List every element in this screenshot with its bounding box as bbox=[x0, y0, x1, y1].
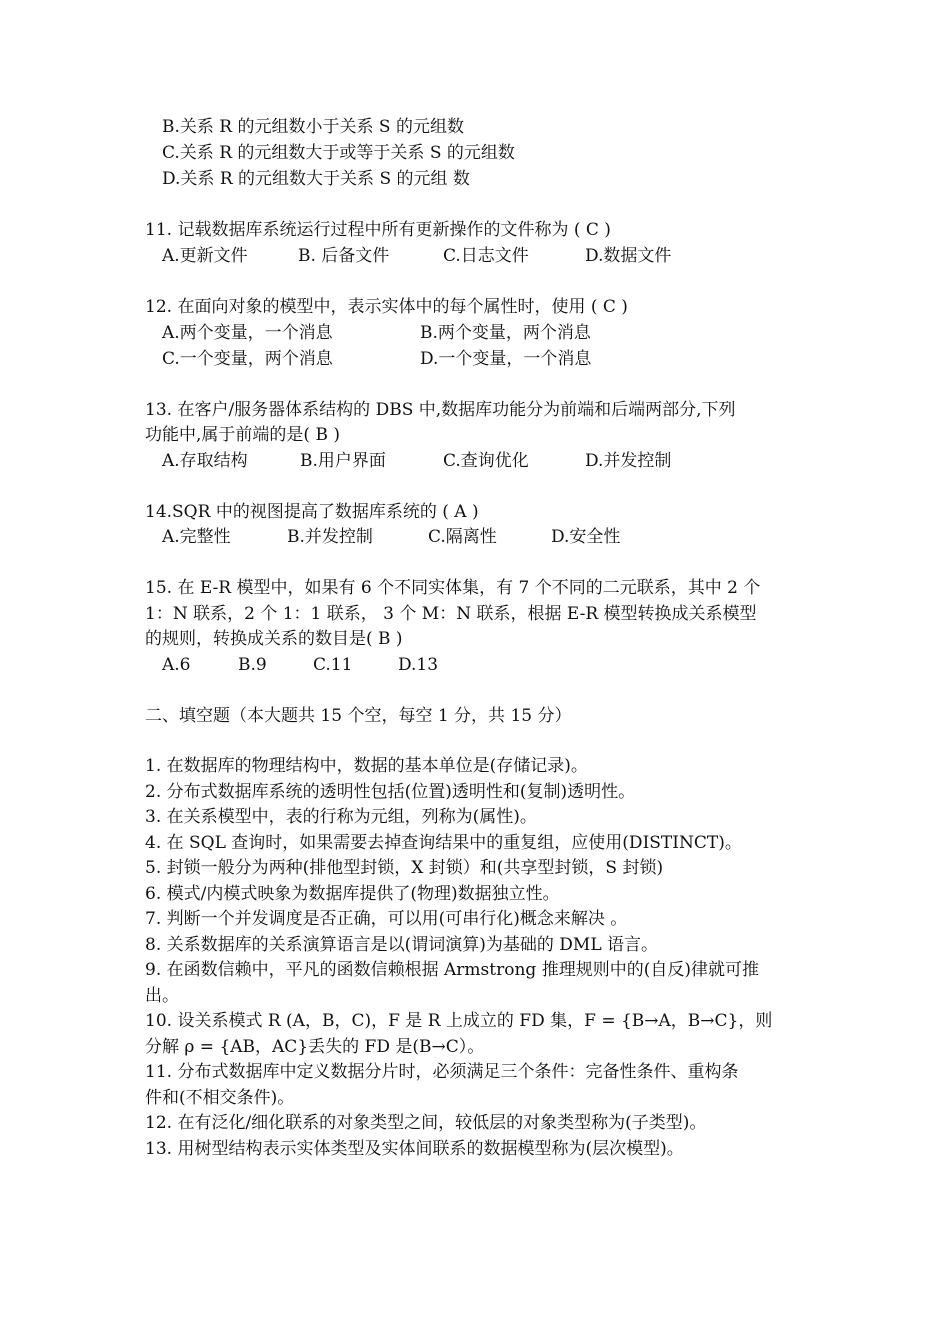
q14-option-b: B.并发控制 bbox=[287, 527, 373, 547]
q14-stem: 14.SQR 中的视图提高了数据库系统的 ( A ) bbox=[145, 502, 479, 522]
q14-option-d: D.安全性 bbox=[551, 527, 621, 547]
q13-option-d: D.并发控制 bbox=[585, 451, 672, 471]
q10-option-c: C.关系 R 的元组数大于或等于关系 S 的元组数 bbox=[162, 143, 515, 163]
q13-option-b: B.用户界面 bbox=[300, 451, 386, 471]
fill-item: 1. 在数据库的物理结构中，数据的基本单位是(存储记录)。 bbox=[145, 756, 588, 776]
q12-option-a: A.两个变量，一个消息 bbox=[162, 323, 333, 343]
q15-stem-line1: 15. 在 E-R 模型中，如果有 6 个不同实体集，有 7 个不同的二元联系，其中 2 个 bbox=[145, 578, 761, 598]
q10-option-b: B.关系 R 的元组数小于关系 S 的元组数 bbox=[162, 117, 464, 137]
q14-option-c: C.隔离性 bbox=[428, 527, 497, 547]
q11-option-d: D.数据文件 bbox=[585, 246, 672, 266]
q13-option-a: A.存取结构 bbox=[162, 451, 248, 471]
q15-option-b: B.9 bbox=[238, 655, 267, 675]
fill-item: 4. 在 SQL 查询时，如果需要去掉查询结果中的重复组，应使用(DISTINCT)。 bbox=[145, 833, 742, 853]
q11-option-b: B. 后备文件 bbox=[298, 246, 390, 266]
fill-item-continuation: 件和(不相交条件)。 bbox=[145, 1088, 295, 1108]
fill-item: 6. 模式/内模式映象为数据库提供了(物理)数据独立性。 bbox=[145, 884, 560, 904]
q13-stem-line1: 13. 在客户/服务器体系结构的 DBS 中,数据库功能分为前端和后端两部分,下列 bbox=[145, 400, 736, 420]
q15-option-a: A.6 bbox=[162, 655, 191, 675]
fill-item-continuation: 出。 bbox=[145, 986, 179, 1006]
q13-stem-line2: 功能中,属于前端的是( B ) bbox=[145, 425, 340, 445]
fill-item: 13. 用树型结构表示实体类型及实体间联系的数据模型称为(层次模型)。 bbox=[145, 1139, 684, 1159]
q13-option-c: C.查询优化 bbox=[443, 451, 529, 471]
q12-option-b: B.两个变量，两个消息 bbox=[420, 323, 591, 343]
q15-stem-line3: 的规则，转换成关系的数目是( B ) bbox=[145, 629, 403, 649]
q11-option-c: C.日志文件 bbox=[443, 246, 529, 266]
q12-option-c: C.一个变量，两个消息 bbox=[162, 349, 333, 369]
fill-item: 12. 在有泛化/细化联系的对象类型之间，较低层的对象类型称为(子类型)。 bbox=[145, 1113, 707, 1133]
fill-item: 9. 在函数信赖中，平凡的函数信赖根据 Armstrong 推理规则中的(自反)律就可推 bbox=[145, 960, 759, 980]
q11-option-a: A.更新文件 bbox=[162, 246, 248, 266]
section-heading: 二、填空题（本大题共 15 个空，每空 1 分，共 15 分） bbox=[145, 706, 572, 726]
fill-item-continuation: 分解 ρ = {AB，AC}丢失的 FD 是(B→C）。 bbox=[145, 1037, 485, 1057]
fill-item: 2. 分布式数据库系统的透明性包括(位置)透明性和(复制)透明性。 bbox=[145, 782, 636, 802]
q12-option-d: D.一个变量，一个消息 bbox=[420, 349, 592, 369]
fill-item: 5. 封锁一般分为两种(排他型封锁，X 封锁）和(共享型封锁，S 封锁) bbox=[145, 858, 664, 878]
fill-item: 11. 分布式数据库中定义数据分片时，必须满足三个条件：完备性条件、重构条 bbox=[145, 1062, 739, 1082]
fill-item: 10. 设关系模式 R (A，B，C)，F 是 R 上成立的 FD 集，F = {B→A，B→C}，则 bbox=[145, 1011, 773, 1031]
q12-stem: 12. 在面向对象的模型中，表示实体中的每个属性时，使用 ( C ) bbox=[145, 297, 628, 317]
q14-option-a: A.完整性 bbox=[162, 527, 231, 547]
q11-stem: 11. 记载数据库系统运行过程中所有更新操作的文件称为 ( C ) bbox=[145, 220, 611, 240]
q15-stem-line2: 1：N 联系，2 个 1：1 联系， 3 个 M：N 联系，根据 E-R 模型转换成关系模型 bbox=[145, 604, 757, 624]
q10-option-d: D.关系 R 的元组数大于关系 S 的元组 数 bbox=[162, 169, 470, 189]
fill-item: 3. 在关系模型中，表的行称为元组，列称为(属性)。 bbox=[145, 807, 537, 827]
q15-option-c: C.11 bbox=[313, 655, 353, 675]
q15-option-d: D.13 bbox=[398, 655, 439, 675]
fill-item: 8. 关系数据库的关系演算语言是以(谓词演算)为基础的 DML 语言。 bbox=[145, 935, 659, 955]
fill-item: 7. 判断一个并发调度是否正确，可以用(可串行化)概念来解决 。 bbox=[145, 909, 628, 929]
